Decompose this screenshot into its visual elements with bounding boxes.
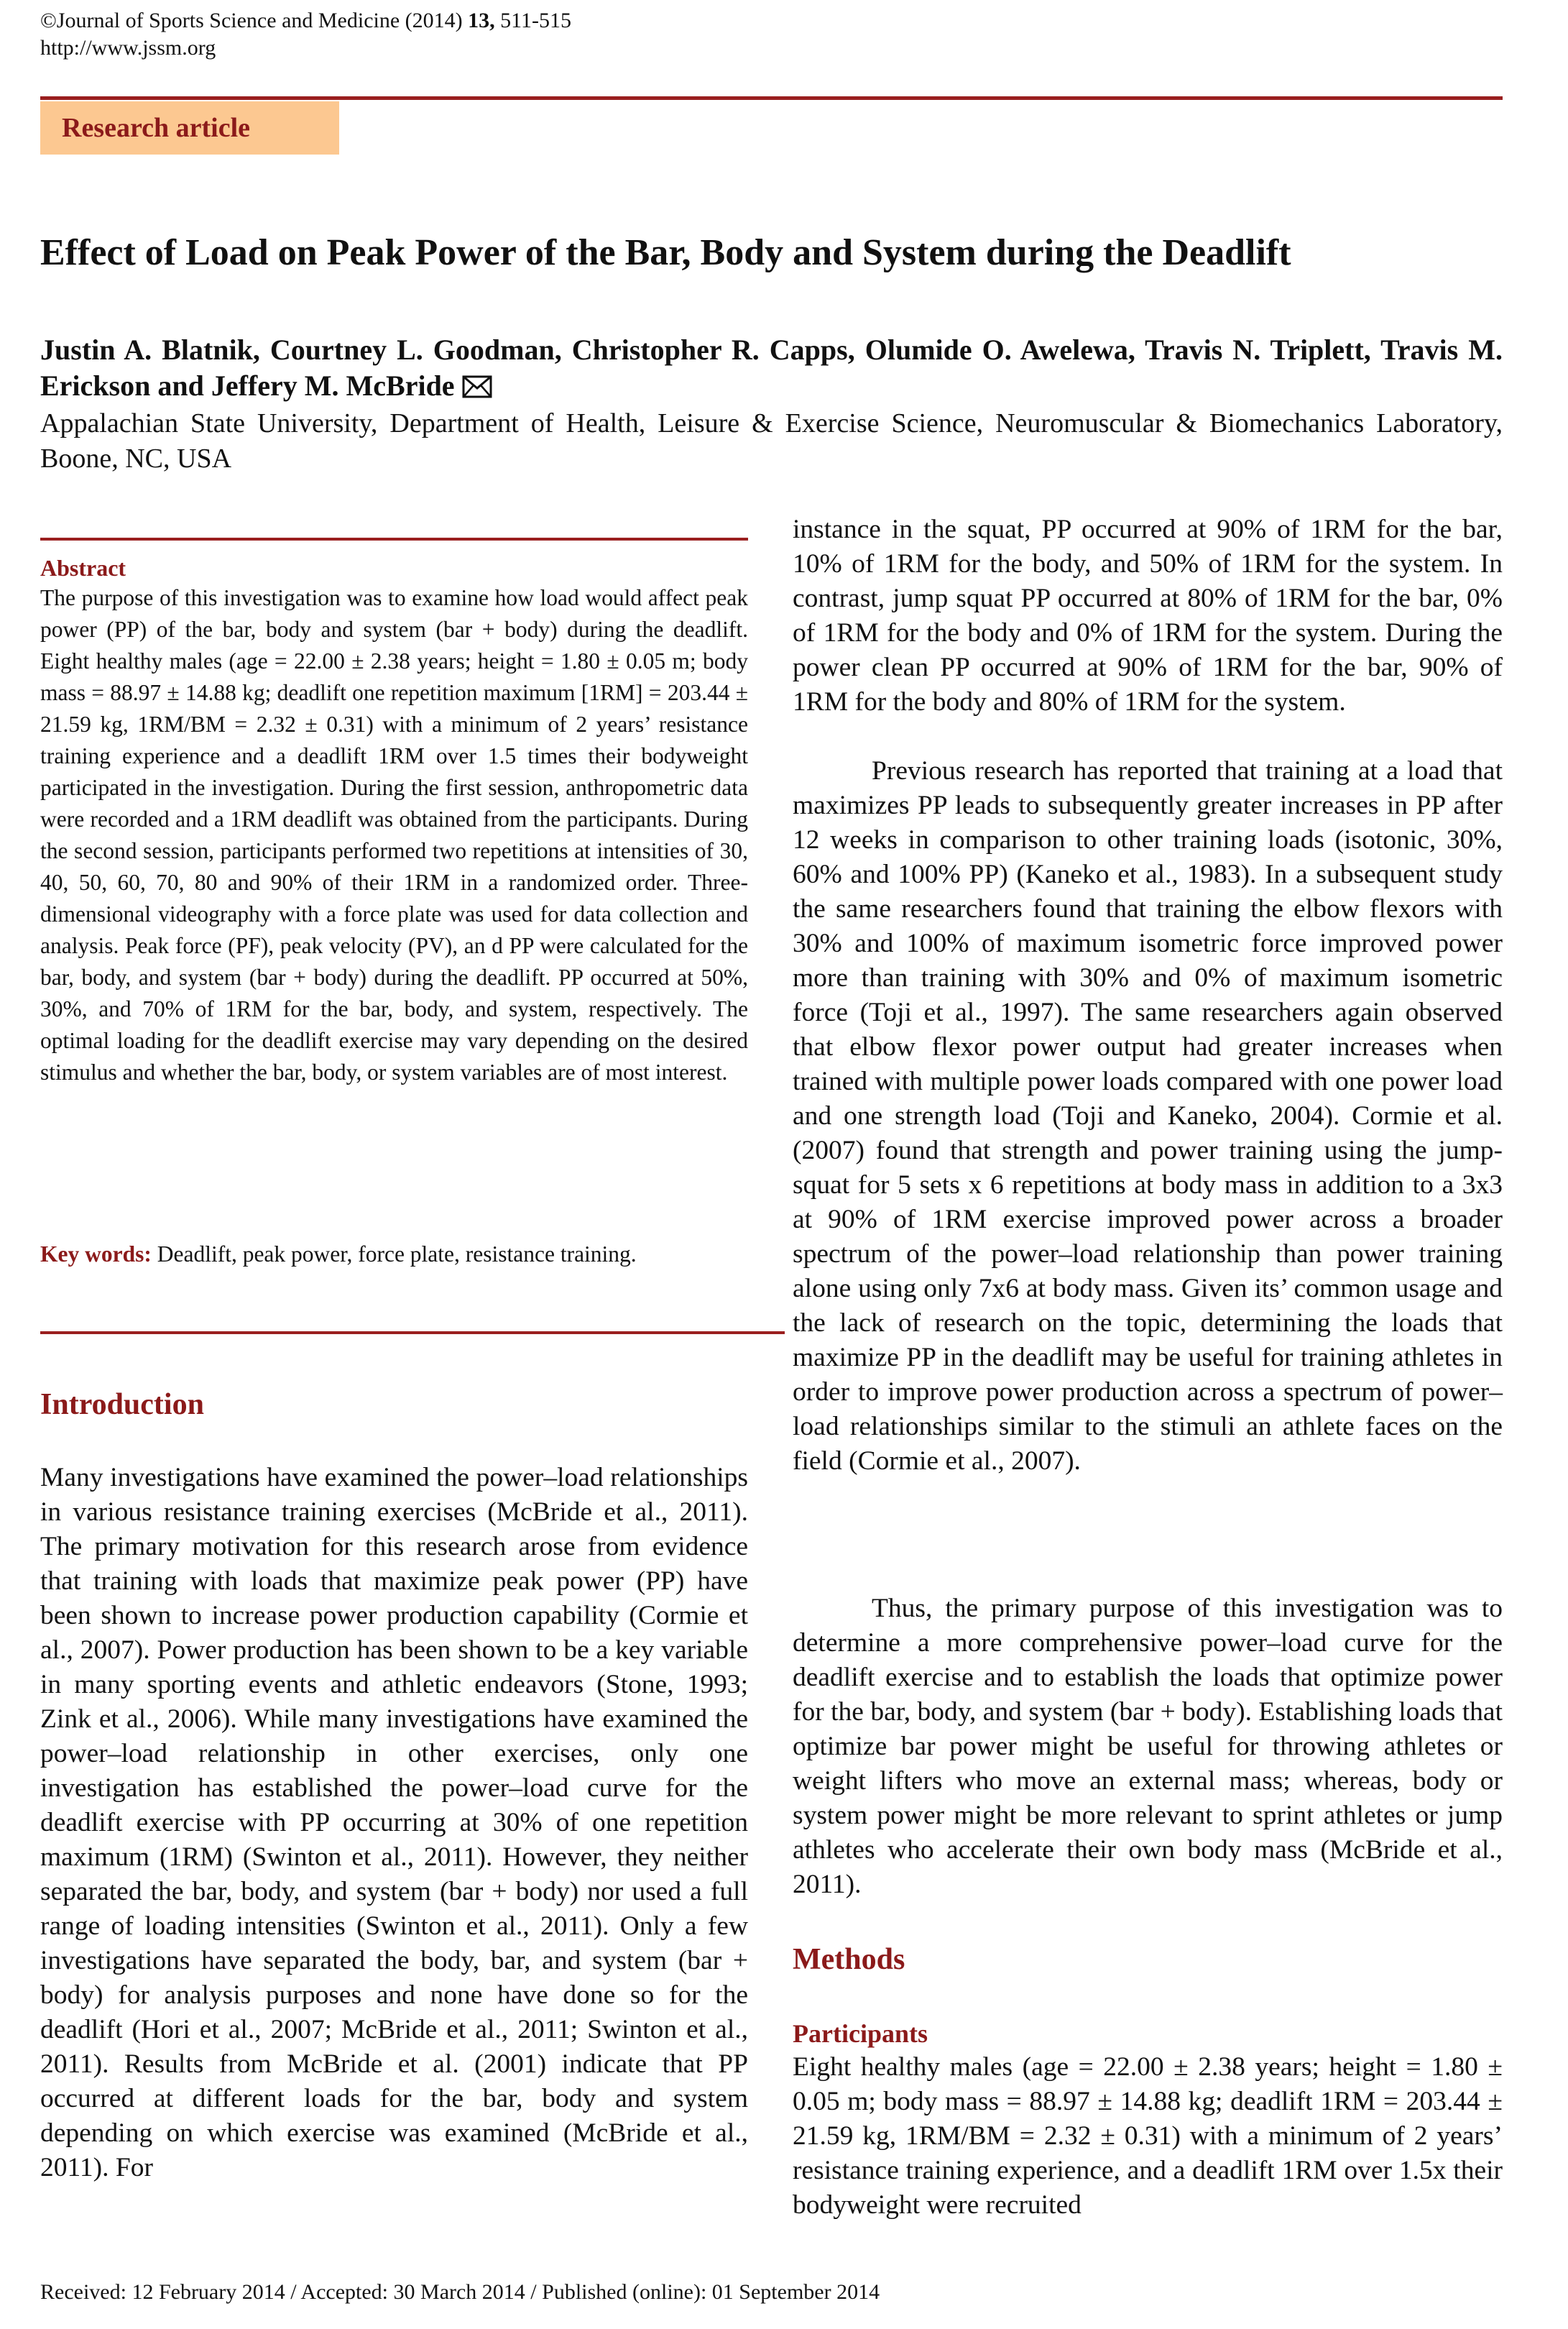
participants-heading: Participants [793,2019,928,2048]
publication-dates: Received: 12 February 2014 / Accepted: 30 March 2014 / Published (online): 01 September 2014 [40,2280,880,2304]
journal-url[interactable]: http://www.jssm.org [40,36,216,60]
article-type-badge: Research article [40,101,339,155]
introduction-paragraph-1: Many investigations have examined the power–load relationships in various resistance training exercises (McBride et al., 2011). The primary motivation for this research arose from evidence that training with loads that maximize peak power (PP) have been shown to increase power production capability (Cormie et al., 2007). Power production has been shown to be a key variable in many sporting events and athletic endeavors (Stone, 1993; Zink et al., 2006). While many investigations have examined the power–load relationship in other exercises, only one investigation has established the power–load curve for the deadlift exercise with PP occurring at 30% of one repetition maximum (1RM) (Swinton et al., 2011). However, they neither separated the bar, body, and system (bar + body) nor used a full range of loading intensities (Swinton et al., 2011). Only a few investigations have separated the body, bar, and system (bar + body) for analysis purposes and none have done so for the deadlift (Hori et al., 2007; McBride et al., 2011; Swinton et al., 2011). Results from McBride et al. (2001) indicate that PP occurred at different loads for the bar, body and system depending on which exercise was examined (McBride et al., 2011). For [40,1463,748,2182]
paper-title: Effect of Load on Peak Power of the Bar, Body and System during the Deadlift [40,232,1291,273]
author-names: Justin A. Blatnik, Courtney L. Goodman, Christopher R. Capps, Olumide O. Awelewa, Travis N. Triplett, Travis M. Erickson and Jeffery M. McBride [40,334,1503,402]
keywords-label: Key words: [40,1241,152,1267]
journal-citation: ©Journal of Sports Science and Medicine (2014) 13, 511-515 [40,9,572,32]
abstract-heading: Abstract [40,555,126,581]
journal-header [40,7,571,62]
abstract-text: The purpose of this investigation was to examine how load would affect peak power (PP) of the bar, body and system (bar + body) during the deadlift. Eight healthy males (age = 22.00 ± 2.38 years; height = 1.80 ± 0.05 m; body mass = 88.97 ± 14.88 kg; deadlift one repetition maximum [1RM] = 203.44 ± 21.59 kg, 1RM/BM = 2.32 ± 0.31) with a minimum of 2 years’ resistance training experience and a deadlift 1RM over 1.5 times their bodyweight participated in the investigation. During the first session, anthropometric data were recorded and a 1RM deadlift was obtained from the participants. During the second session, participants performed two repetitions at intensities of 30, 40, 50, 60, 70, 80 and 90% of their 1RM in a randomized order. Three-dimensional videography with a force plate was used for data collection and analysis. Peak force (PF), peak velocity (PV), an d PP were calculated for the bar, body, and system (bar + body) during the deadlift. PP occurred at 50%, 30%, and 70% of 1RM for the bar, body, and system, respectively. The optimal loading for the deadlift exercise may vary depending on the desired stimulus and whether the bar, body, or system variables are of most interest. [40,585,748,1085]
introduction-paragraph-2: Previous research has reported that training at a load that maximizes PP leads to subsequently greater increases in PP after 12 weeks in comparison to other training loads (isotonic, 30%, 60% and 100% PP) (Kaneko et al., 1983). In a subsequent study the same researchers found that training the elbow flexors with 30% and 100% of maximum isometric force improved power more than training with 30% and 0% of maximum isometric force (Toji et al., 1997). The same researchers again observed that elbow flexor power output had greater increases when trained with multiple power loads compared with one power load and one strength load (Toji and Kaneko, 2004). Cormie et al. (2007) found that strength and power training using the jump-squat for 5 sets x 6 repetitions at body mass in addition to a 3x3 at 90% of 1RM exercise improved power across a broader spectrum of the power–load relationship than power training alone using only 7x6 at body mass. Given its’ common usage and the lack of research on the topic, determining the loads that maximize PP in the deadlift may be useful for training athletes in order to improve power production across a spectrum of power–load relationships similar to the stimuli an athlete faces on the field (Cormie et al., 2007). [793,756,1503,1476]
journal-volume: 13, [468,9,495,32]
participants-text: Eight healthy males (age = 22.00 ± 2.38 years; height = 1.80 ± 0.05 m; body mass = 88.97 ± 14.88 kg; deadlift 1RM = 203.44 ± 21.59 kg, 1RM/BM = 2.32 ± 0.31) with a minimum of 2 years’ resistance training experience, and a deadlift 1RM over 1.5x their bodyweight were recruited [793,2052,1503,2220]
introduction-continuation: instance in the squat, PP occurred at 90% of 1RM for the bar, 10% of 1RM for the body, and 50% of 1RM for the system. In contrast, jump squat PP occurred at 80% of 1RM for the bar, 0% of 1RM for the body and 0% of 1RM for the system. During the power clean PP occurred at 90% of 1RM for the bar, 90% of 1RM for the body and 80% of 1RM for the system. [793,515,1503,717]
abstract-top-rule [40,538,748,541]
journal-pages: 511-515 [494,9,572,32]
author-list [40,332,1503,407]
introduction-heading: Introduction [40,1388,204,1421]
keywords [40,1239,748,1270]
affiliation: Appalachian State University, Department of Health, Leisure & Exercise Science, Neuromuscular & Biomechanics Laboratory, Boone, NC, USA [40,408,1503,474]
keywords-text: Deadlift, peak power, force plate, resistance training. [151,1241,637,1267]
introduction-paragraph-3: Thus, the primary purpose of this investigation was to determine a more comprehensive power–load curve for the deadlift exercise and to establish the loads that optimize power for the bar, body, and system (bar + body). Establishing loads that optimize bar power might be useful for throwing athletes or weight lifters who move an external mass; whereas, body or system power might be more relevant to sprint athletes or jump athletes who accelerate their own body mass (McBride et al., 2011). [793,1594,1503,1899]
header-rule [40,96,1503,100]
abstract-bottom-rule [40,1331,785,1334]
envelope-icon[interactable] [462,371,492,407]
methods-heading: Methods [793,1943,905,1976]
